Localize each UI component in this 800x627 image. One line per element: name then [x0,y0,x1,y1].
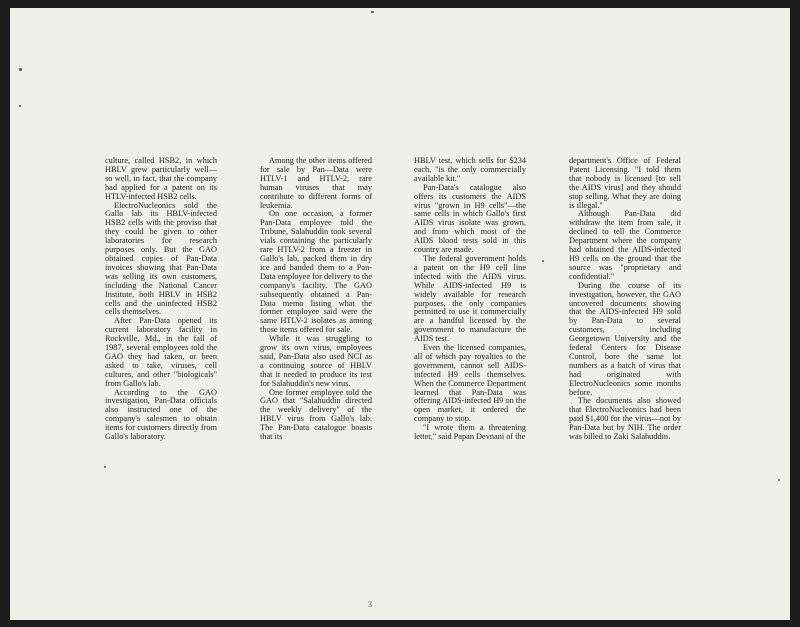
paragraph: Even the licensed companies, all of which pay royalties to the government, cannot sell AIDS-infected H9 cells themselves. When the Commerce Department learned that Pan-Data was offering AIDS-infected H9 on the open market, it ordered the company to stop. [414,343,526,424]
scan-speck [19,105,21,107]
paragraph: During the course of its investigation, however, the GAO uncovered documents showing that the AIDS-infected H9 sold by Pan-Data to several customers, including Georgetown University and the federal Centers for Disease Control, bore the same lot numbers as a batch of virus that had originated with ElectroNucleonics some months before. [569,280,681,397]
paragraph: The federal government holds a patent on the H9 cell line infected with the AIDS virus. While AIDS-infected H9 is widely available for research purposes, the only companies permitted to use it commercially are a handful licensed by the government to manufacture the AIDS test. [414,253,526,344]
paragraph: While it was struggling to grow its own virus, employees said, Pan-Data also used NCI as a continuing source of HBLV that it needed to produce its test for Salahuddin's new virus. [260,334,372,388]
document-page [10,8,790,620]
paragraph: Pan-Data's catalogue also offers its customers the AIDS virus "grown in H9 cells"—the same cells in which Gallo's first AIDS virus isolate was grown, and from which most of the AIDS blood tests sold in this country are made. [414,182,526,255]
scan-speck [371,11,374,13]
paragraph: ElectroNucleonics sold the Gallo lab its HBLV-infected HSB2 cells with the proviso that they could be given to other laboratories for research purposes only. But the GAO obtained copies of Pan-Data invoices showing that Pan-Data was selling its own customers, including the National Cancer Institute, both HBLV in HSB2 cells and the uninfected HSB2 cells themselves. [105,200,217,317]
text-column-4 [569,157,681,442]
paragraph: culture, called HSB2, in which HBLV grew particularly well—so well, in fact, that the company had applied for a patent on its HTLV-infected HSB2 cells. [105,156,217,201]
paragraph: department's Office of Federal Patent Licensing. "I told them that nobody is licensed [to sell the AIDS virus] and they should stop selling. What they are doing is illegal." [569,156,681,210]
scan-speck [104,466,106,468]
paragraph: The documents also showed that ElectroNucleonics had been paid $1,400 for the virus—not by Pan-Data but by NIH. The order was billed to Zaki Salahuddin. [569,396,681,442]
paragraph: Although Pan-Data did withdraw the item from sale, it declined to tell the Commerce Department where the company had obtained the AIDS-infected H9 cells on the ground that the source was "proprietary and confidential." [569,209,681,281]
text-column-3 [414,157,526,442]
text-column-1 [105,157,217,442]
page-number: 3 [368,600,372,609]
text-column-2 [260,157,372,442]
paragraph: After Pan-Data opened its current laboratory facility in Rockville, Md., in the fall of 1987, several employees told the GAO they had taken, or been asked to take, viruses, cell cultures, and other "biologicals" from Gallo's lab. [105,316,217,388]
scan-speck [19,68,22,71]
paragraph: Among the other items offered for sale by Pan—Data were HTLV-1 and HTLV-2, rare human viruses that may contribute to different forms of leukemia. [260,156,372,210]
paragraph: One former employee told the GAO that "Salahuddin directed the weekly delivery" of the HBLV virus from Gallo's lab. The Pan-Data catalogue boasts that its [260,387,372,442]
paragraph: "I wrote them a threatening letter," said Papan Devnani of the [414,423,526,442]
paragraph: According to the GAO investigation, Pan-Data officials also instructed one of the company's salesmen to obtain items for customers directly from Gallo's laboratory. [105,387,217,442]
scan-speck [778,479,780,481]
paragraph: HBLV test, which sells for $234 each, "is the only commercially available kit." [414,156,526,183]
scan-speck [542,260,544,262]
paragraph: On one occasion, a former Pan-Data employee told the Tribune, Salahuddin took several vials containing the particularly rare HTLV-2 from a freezer in Gallo's lab, packed them in dry ice and handed them to a Pan-Data employee for delivery to the company's facility. The GAO subsequently obtained a Pan-Data memo listing what the former employee said were the same HTLV-2 isolates as among those items offered for sale. [260,209,372,335]
